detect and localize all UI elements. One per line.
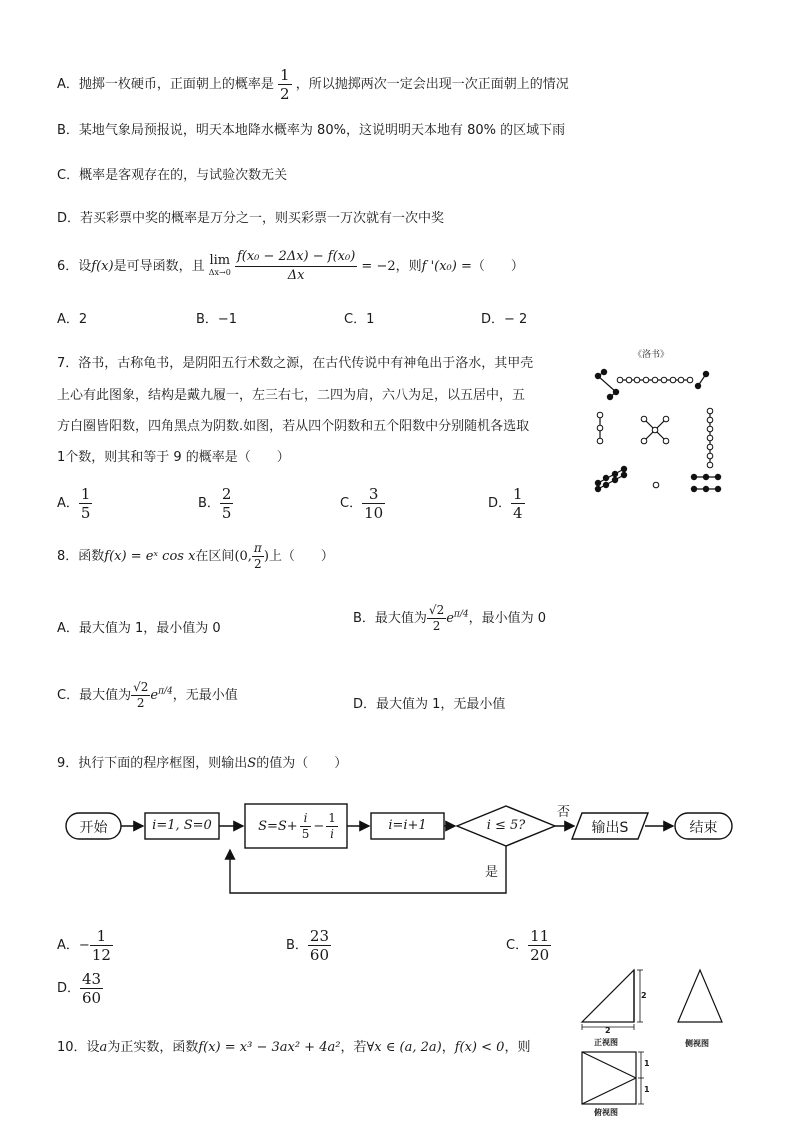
q8-option-c: C．最大值为 $\frac{√2}{2}$ $e^{\pi/4}$，无最小值 [57,680,238,710]
q7-option-a: A． $\frac{1}{5}$ [57,485,91,522]
q9-option-b: B． $\frac{23}{60}$ [286,927,330,964]
flow-init: i=1, S=0 [152,818,212,833]
flow-cond: i ≤ 5? [486,818,526,833]
luoshu-figure [586,347,726,502]
q7-option-b: B． $\frac{2}{5}$ [198,485,232,522]
q9-stem: 9．执行下面的程序框图，则输出S的值为（ ） [57,756,348,771]
q9-option-d: D． $\frac{43}{60}$ [57,970,102,1007]
q5-option-d: D．若买彩票中奖的概率是万分之一，则买彩票一万次就有一次中奖 [57,211,445,226]
q6-option-a: A．2 [57,312,88,327]
q8-option-b: B．最大值为 $\frac{√2}{2}$ $e^{\pi/4}$，最小值为 0 [353,603,546,633]
flow-update: S=S+ $\frac{i}{5}$ − $\frac{1}{i}$ [258,810,336,841]
q10-stem: 10．设a为正实数，函数f(x) = x³ − 3ax² + 4a²，若∀x ∈ (a, 2a)，f(x) < 0，则 [57,1040,531,1055]
q8-option-a: A．最大值为 1，最小值为 0 [57,621,221,636]
q6-option-b: B．−1 [196,312,238,327]
luoshu-diagram [586,347,726,502]
front-height-label: 2 [641,991,647,1000]
top-dim-1b: 1 [644,1085,650,1094]
q7-line-3: 方白圈皆阳数，四角黑点为阴数.如图，若从四个阴数和五个阳数中分别随机各选取 [57,419,530,434]
flow-no: 否 [557,805,571,820]
q6-limit: lim Δx→0 [208,252,231,277]
q5-option-a: A．抛掷一枚硬币，正面朝上的概率是 $\frac{1}{2}$ ，所以抛掷两次一定会出现一次正面朝上的情况 [57,66,569,103]
q9-option-c: C． $\frac{11}{20}$ [506,927,550,964]
front-width-label: 2 [605,1026,611,1035]
flow-output: 输出S [591,820,629,836]
q6-stem: 6．设f(x)是可导函数，且 lim Δx→0 $\frac{\text{f(x₀ − 2Δx) − f(x₀)}}{\Delta x}$ = −2，则f '(x₀) =（ ） [57,249,524,283]
q8-option-d: D．最大值为 1，无最小值 [353,697,506,712]
top-view-label: 俯视图 [594,1108,618,1117]
q7-line-4: 1个数，则其和等于 9 的概率是（ ） [57,450,290,465]
q5-option-c: C．概率是客观存在的，与试验次数无关 [57,168,288,183]
q8-stem: 8．函数f(x) = eˣ cos x在区间(0, $\frac{\pi}{2}$ )上（ ） [57,541,334,571]
flow-yes: 是 [485,865,499,880]
flowchart-lines [60,798,740,898]
q6-fraction: $\frac{\text{f(x₀ − 2Δx) − f(x₀)}}{\Delta x}$ [236,249,356,283]
q9-option-a: A．− $\frac{1}{12}$ [57,927,111,964]
q7-option-d: D． $\frac{1}{4}$ [488,485,523,522]
flow-end: 结束 [689,820,718,836]
q6-option-d: D．− 2 [481,312,528,327]
q5-a-fraction: $\frac{1}{2}$ [280,66,290,103]
q7-line-1: 7．洛书，古称龟书，是阴阳五行术数之源，在古代传说中有神龟出于洛水，其甲壳 [57,356,534,371]
q7-option-c: C． $\frac{3}{10}$ [340,485,384,522]
q6-option-c: C．1 [344,312,375,327]
front-view-label: 正视图 [594,1038,618,1047]
side-view-label: 侧视图 [685,1039,709,1048]
flowchart [60,798,740,898]
q7-line-2: 上心有此图象，结构是戴九履一，左三右七，二四为肩，六八为足，以五居中，五 [57,388,526,403]
flow-inc: i=i+1 [388,818,427,833]
top-dim-1a: 1 [644,1059,650,1068]
luoshu-caption: 《洛书》 [633,350,670,360]
flow-start: 开始 [79,820,108,836]
q5-option-b: B．某地气象局预报说，明天本地降水概率为 80%，这说明明天本地有 80% 的区域下雨 [57,123,566,138]
three-views-figure [578,964,748,1120]
